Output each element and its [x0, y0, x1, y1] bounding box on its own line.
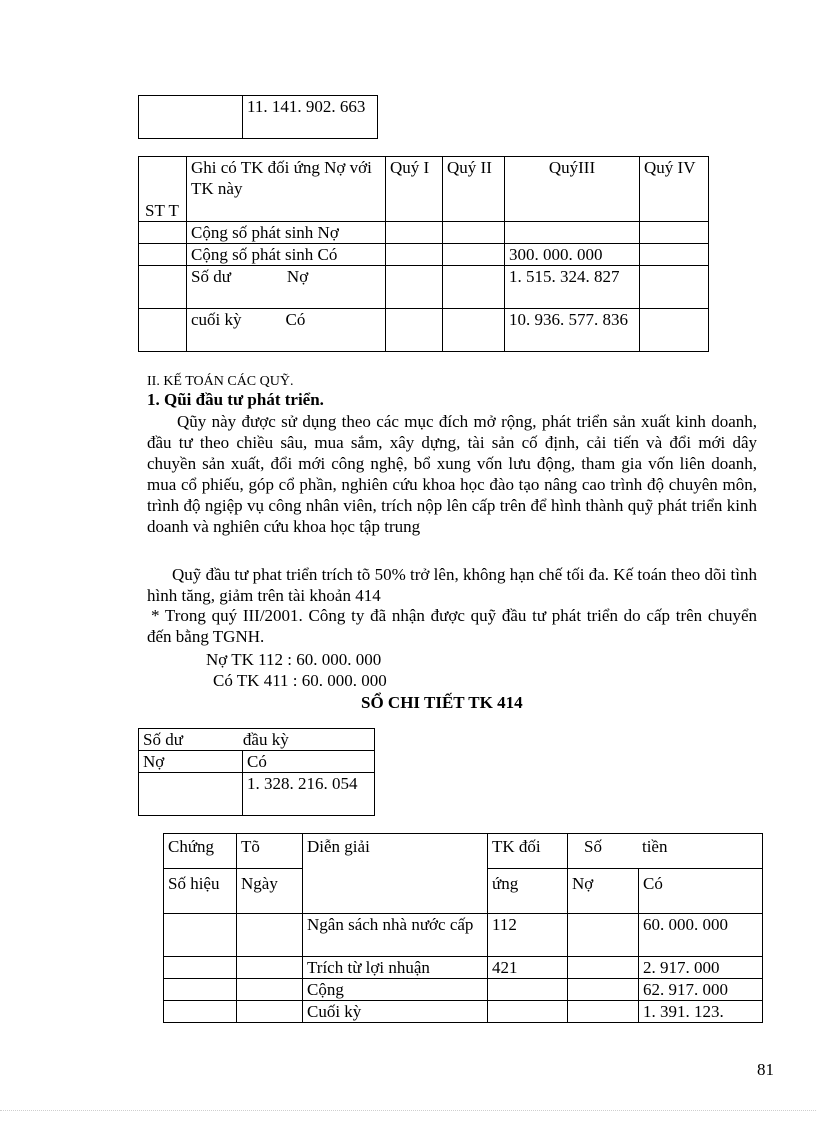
header-desc: Ghi có TK đối ứng Nợ với TK này	[187, 157, 386, 222]
header-ung: ứng	[488, 869, 568, 914]
row-desc: Số dư Nợ	[187, 266, 386, 309]
top-balance-table	[138, 95, 378, 139]
row-desc: Ngân sách nhà nước cấp	[303, 914, 488, 957]
row-co: 62. 917. 000	[639, 979, 763, 1001]
table-row	[139, 266, 709, 309]
row-desc: cuối kỳ Có	[187, 309, 386, 352]
row-co: 2. 917. 000	[639, 957, 763, 979]
paragraph-3: * Trong quý III/2001. Công ty đã nhận được quỹ đầu tư phát triển do cấp trên chuyển đến bằng TGNH.	[147, 606, 757, 646]
row-tk	[488, 1001, 568, 1023]
opening-no-label: Nợ	[139, 751, 243, 773]
paragraph-2: Quỹ đầu tư phat triển trích tõ 50% trở lên, không hạn chế tối đa. Kế toán theo dõi tình hình tăng, giảm trên tài khoản 414	[147, 565, 757, 605]
opening-co-label: Có	[243, 751, 375, 773]
section-heading: II. KẾ TOÁN CÁC QUỸ.	[147, 374, 294, 389]
row-desc: Trích từ lợi nhuận	[303, 957, 488, 979]
row-co: 1. 391. 123.	[639, 1001, 763, 1023]
row-q3: 10. 936. 577. 836	[505, 309, 640, 352]
quarter-table	[138, 156, 709, 352]
table-row	[139, 222, 709, 244]
row-desc: Cộng số phát sinh Có	[187, 244, 386, 266]
table-row	[164, 1001, 763, 1023]
opening-header: Số dư đầu kỳ	[139, 729, 375, 751]
header-so-hieu: Số hiệu	[164, 869, 237, 914]
ledger-title: SỔ CHI TIẾT TK 414	[361, 693, 523, 712]
table-row	[164, 979, 763, 1001]
opening-balance-table	[138, 728, 375, 816]
row-desc: Cộng	[303, 979, 488, 1001]
page-number: 81	[757, 1060, 774, 1079]
header-q2: Quý II	[443, 157, 505, 222]
header-ngay: Ngày	[237, 869, 303, 914]
header-q4: Quý IV	[640, 157, 709, 222]
header-q1: Quý I	[386, 157, 443, 222]
subheading: 1. Qũi đầu tư phát triển.	[147, 390, 324, 409]
row-q3: 300. 000. 000	[505, 244, 640, 266]
row-desc: Cuối kỳ	[303, 1001, 488, 1023]
top-empty-cell	[139, 96, 243, 139]
header-dien-giai: Diễn giải	[303, 834, 488, 914]
row-desc: Cộng số phát sinh Nợ	[187, 222, 386, 244]
row-tk	[488, 979, 568, 1001]
opening-co-value: 1. 328. 216. 054	[243, 773, 375, 816]
row-tk: 421	[488, 957, 568, 979]
table-row	[164, 914, 763, 957]
table-row	[139, 309, 709, 352]
ledger-detail-table	[163, 833, 763, 1023]
entry-credit: Có TK 411 : 60. 000. 000	[213, 671, 387, 690]
entry-debit: Nợ TK 112 : 60. 000. 000	[206, 650, 382, 669]
header-tk-doi: TK đối	[488, 834, 568, 869]
header-co: Có	[639, 869, 763, 914]
table-row	[139, 244, 709, 266]
header-chung: Chứng	[164, 834, 237, 869]
top-value-cell: 11. 141. 902. 663	[243, 96, 378, 139]
header-stt: ST T	[139, 157, 187, 222]
row-co: 60. 000. 000	[639, 914, 763, 957]
row-q3	[505, 222, 640, 244]
paragraph-1: Qũy này được sử dụng theo các mục đích mở rộng, phát triển sản xuất kinh doanh, đầu tư theo chiều sâu, mua sắm, xây dựng, tài sản cố định, cải tiến và đổi mới dây chuyền sản xuất, đổi mới công nghệ, bổ xung vốn lưu động, tham gia vốn liên doanh, mua cổ phiếu, góp cổ phần, nghiên cứu khoa học đào tạo nâng cao trình độ chuyên môn, trình độ ngiệp vụ công nhân viên, trích nộp lên cấp trên để hình thành quỹ phát triển kinh doanh và nghiên cứu khoa học tập trung	[147, 412, 757, 536]
footer-divider	[0, 1110, 816, 1111]
header-q3: QuýIII	[505, 157, 640, 222]
header-no: Nợ	[568, 869, 639, 914]
row-q3: 1. 515. 324. 827	[505, 266, 640, 309]
header-so-tien: Số tiền	[568, 834, 763, 869]
header-to: Tõ	[237, 834, 303, 869]
row-tk: 112	[488, 914, 568, 957]
table-row	[164, 957, 763, 979]
